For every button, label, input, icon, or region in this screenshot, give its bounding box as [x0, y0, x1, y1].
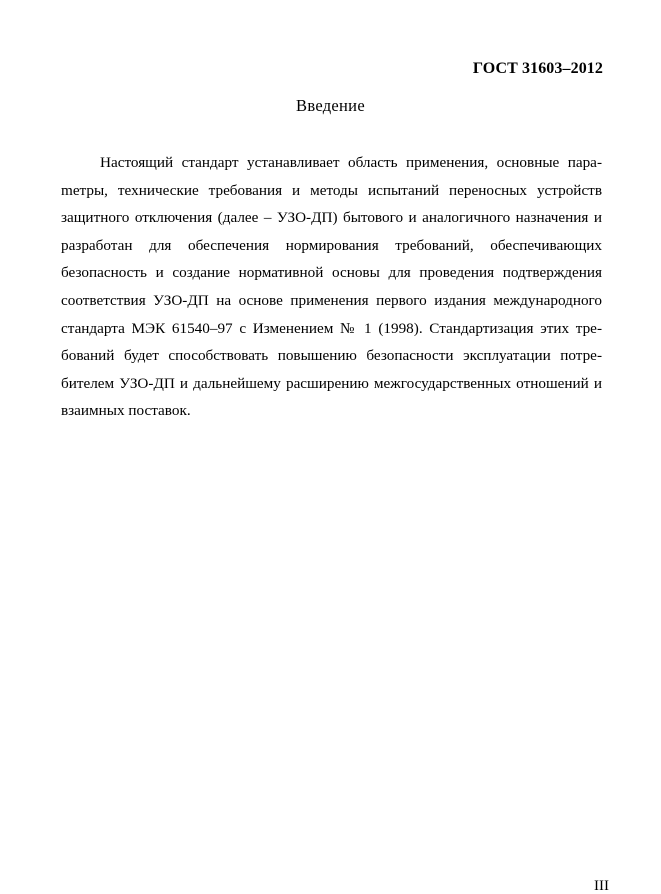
page-number: III: [594, 878, 609, 894]
introduction-paragraph: Настоящий стандарт устанавливает область применения, основные параmетры, технические требования и методы испытаний переносных устройств защитного отключения (далее – УЗО-ДП) бытового и аналогичного назначения и разработан для обеспечения нормирования требований, обеспечивающих безопасность и создание нормативной основы для проведения подтверждения соответствия УЗО-ДП на основе применения первого издания международного стандарта МЭК 61540–97 с Изменением № 1 (1998). Стандартизация этих требований будет способствовать повышению безопасности эксплуатации потребителем УЗО-ДП и дальнейшему расширению межгосударственных отношений и взаимных поставок.: [61, 154, 602, 420]
document-header-standard-number: ГОСТ 31603–2012: [472, 60, 603, 77]
section-title: Введение: [296, 96, 365, 115]
